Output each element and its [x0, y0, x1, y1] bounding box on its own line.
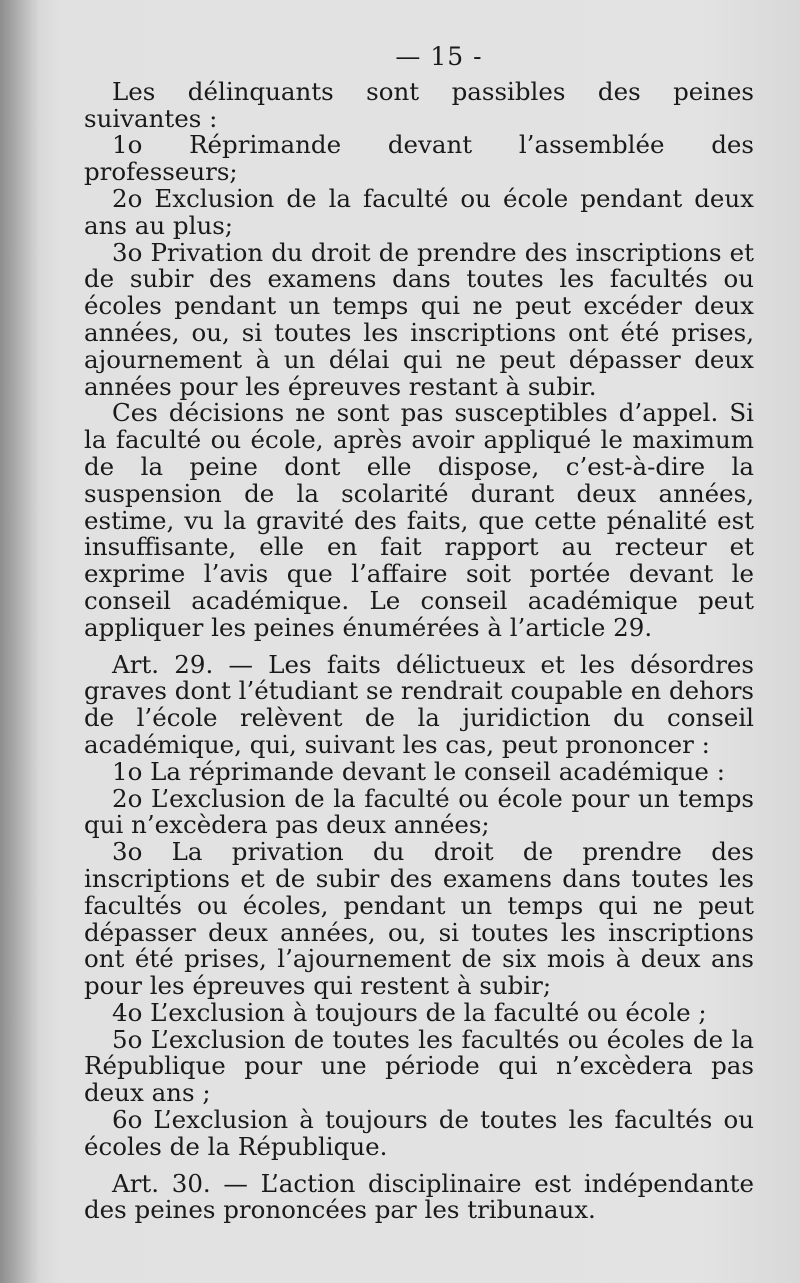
paragraph-art29-item-2: 2o L’exclusion de la faculté ou école pour un temps qui n’excèdera pas deux années;: [84, 783, 754, 840]
paragraph-art29-item-5: 5o L’exclusion de toutes les facultés ou écoles de la République pour une période qui n’excèdera pas deux ans ;: [84, 1024, 754, 1108]
paragraph-penalty-2: 2o Exclusion de la faculté ou école pendant deux ans au plus;: [84, 183, 754, 240]
paragraph-appeal: Ces décisions ne sont pas susceptibles d’appel. Si la faculté ou école, après avoir appliqué le maximum de la peine dont elle dispose, c’est-à-dire la suspension de la scolarité durant deux années, estime, vu la gravité des faits, que cette pénalité est insuffisante, elle en fait rapport au recteur et exprime l’avis que l’affaire soit portée devant le conseil académique. Le conseil académique peut appliquer les peines énumérées à l’article 29.: [84, 398, 754, 642]
paragraph-article-29: Art. 29. — Les faits délictueux et les désordres graves dont l’étudiant se rendrait coupable en dehors de l’école relèvent de la juridiction du conseil académique, qui, suivant les cas, peut prononcer :: [84, 649, 754, 759]
paragraph-art29-item-3: 3o La privation du droit de prendre des inscriptions et de subir des examens dans toutes les facultés ou écoles, pendant un temps qui ne peut dépasser deux années, ou, si toutes les inscriptions ont été prises, l’ajournement de six mois à deux ans pour les épreuves qui restent à subir;: [84, 837, 754, 1001]
paragraph-penalty-1: 1o Réprimande devant l’assemblée des professeurs;: [84, 130, 754, 187]
binding-edge-shadow: [0, 0, 40, 1283]
paragraph-article-30: Art. 30. — L’action disciplinaire est indépendante des peines prononcées par les tribunaux.: [84, 1168, 754, 1225]
paragraph-art29-item-6: 6o L’exclusion à toujours de toutes les facultés ou écoles de la République.: [84, 1105, 754, 1161]
paragraph-art29-item-4: 4o L’exclusion à toujours de la faculté ou école ;: [112, 997, 707, 1027]
paragraph-art29-item-1: 1o La réprimande devant le conseil académique :: [112, 756, 725, 786]
paragraph-penalty-3: 3o Privation du droit de prendre des inscriptions et de subir des examens dans toutes les facultés ou écoles pendant un temps qui ne peut excéder deux années, ou, si toutes les inscriptions ont été prises, ajournement à un délai qui ne peut dépasser deux années pour les épreuves restant à subir.: [84, 237, 754, 401]
paragraph-penalties-intro: Les délinquants sont passibles des peines suivantes :: [84, 76, 754, 133]
page-body: [84, 44, 754, 1224]
page-number: — 15 -: [395, 42, 483, 71]
